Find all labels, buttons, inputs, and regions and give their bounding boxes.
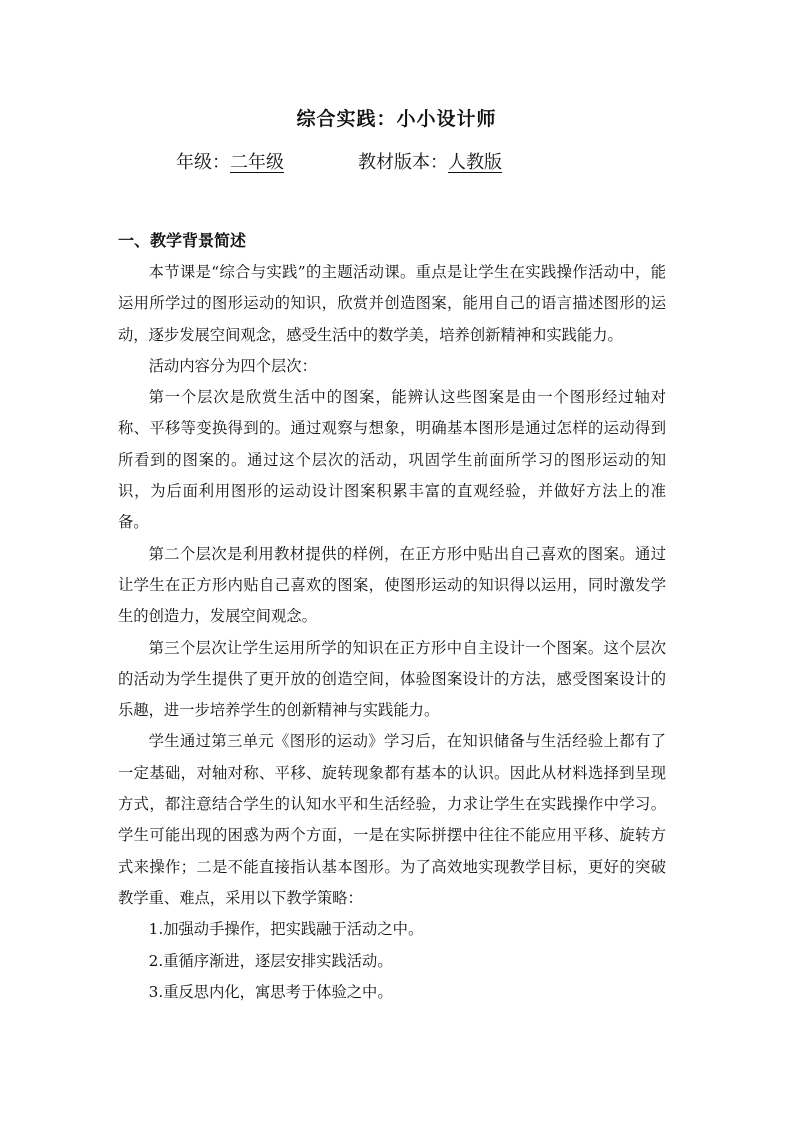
grade-label: 年级：	[176, 152, 230, 173]
paragraph: 第二个层次是利用教材提供的样例，在正方形中贴出自己喜欢的图案。通过让学生在正方形内贴自己喜欢的图案，使图形运动的知识得以运用，同时激发学生的创造力，发展空间观念。	[118, 544, 666, 626]
section-heading: 一、教学背景简述	[118, 231, 247, 250]
paragraph: 活动内容分为四个层次：	[148, 356, 317, 375]
grade-value: 二年级	[230, 152, 284, 173]
strategy-item: 1.加强动手操作，把实践融于活动之中。	[148, 920, 424, 939]
paragraph: 本节课是“综合与实践”的主题活动课。重点是让学生在实践操作活动中，能运用所学过的图形运动的知识，欣赏并创造图案，能用自己的语言描述图形的运动，逐步发展空间观念，感受生活中的数学美，培养创新精神和实践能力。	[118, 263, 666, 344]
edition-value: 人教版	[448, 152, 502, 173]
paragraph: 第一个层次是欣赏生活中的图案，能辨认这些图案是由一个图形经过轴对称、平移等变换得到的。通过观察与想象，明确基本图形是通过怎样的运动得到所看到的图案的。通过这个层次的活动，巩固学生前面所学习的图形运动的知识，为后面利用图形的运动设计图案积累丰富的直观经验，并做好方法上的准备。	[118, 388, 666, 532]
strategy-item: 3.重反思内化，寓思考于体验之中。	[148, 982, 393, 1001]
strategy-item: 2.重循序渐进，逐层安排实践活动。	[148, 951, 393, 970]
paragraph: 第三个层次让学生运用所学的知识在正方形中自主设计一个图案。这个层次的活动为学生提供了更开放的创造空间，体验图案设计的方法，感受图案设计的乐趣，进一步培养学生的创新精神与实践能力。	[118, 638, 666, 720]
document-title: 综合实践：小小设计师	[296, 108, 497, 130]
edition-label: 教材版本：	[358, 152, 448, 173]
section-body	[118, 257, 666, 1008]
document-meta	[176, 148, 502, 174]
paragraph: 学生通过第三单元《图形的运动》学习后，在知识储备与生活经验上都有了一定基础，对轴对称、平移、旋转现象都有基本的认识。因此从材料选择到呈现方式，都注意结合学生的认知水平和生活经验，力求让学生在实践操作中学习。学生可能出现的困惑为两个方面，一是在实际拼摆中往往不能应用平移、旋转方式来操作；二是不能直接指认基本图形。为了高效地实现教学目标，更好的突破教学重、难点，采用以下教学策略：	[118, 732, 666, 907]
